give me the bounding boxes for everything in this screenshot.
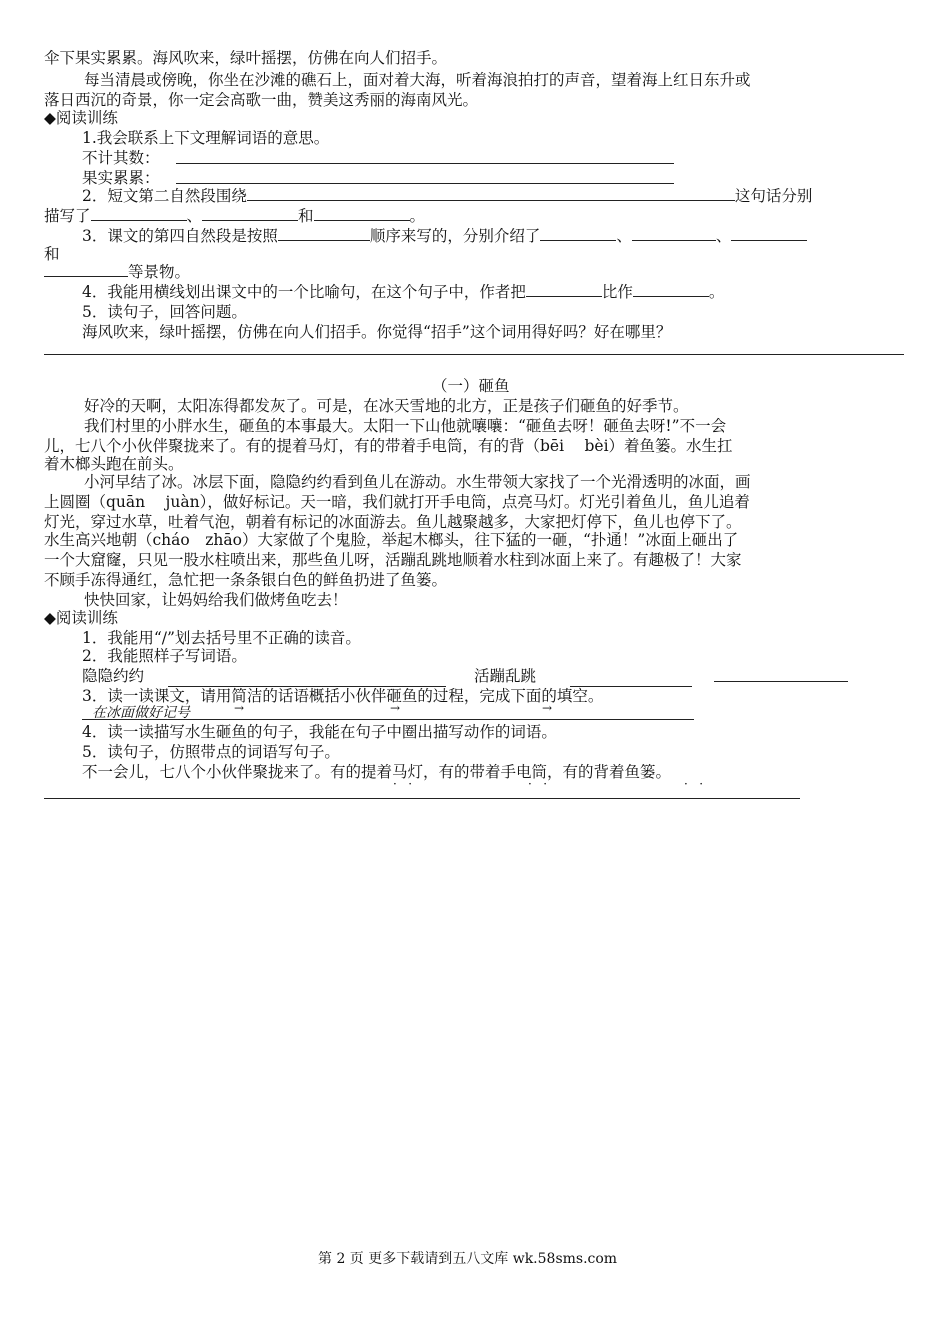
answer-line-q2-1[interactable]: [91, 206, 187, 221]
training2-q3: 3．读一读课文，请用简洁的话语概括小伙伴砸鱼的过程，完成下面的填空。: [82, 687, 604, 705]
passage2-p3-line3: 灯光，穿过水草，吐着气泡，朝着有标记的冰面游去。鱼儿越聚越多，大家把灯停下，鱼儿也停下了。: [44, 513, 742, 531]
training1-heading: ◆阅读训练: [44, 109, 118, 127]
training2-heading: ◆阅读训练: [44, 609, 118, 627]
answer-line-q5-sentence[interactable]: [44, 798, 800, 799]
answer-line-q1-term2[interactable]: [176, 183, 674, 184]
training1-q2-line2: [44, 206, 425, 226]
training1-q3-line1: [82, 226, 807, 246]
answer-line-q4-2[interactable]: [633, 282, 709, 297]
q4-text-b: 比作: [601, 283, 633, 301]
page-footer: 第 2 页 更多下载请到五八文库 wk.58sms.com: [318, 1251, 618, 1267]
training2-q2-word1: 隐隐约约: [82, 667, 145, 685]
passage1-line1: 伞下果实累累。海风吹来，绿叶摇摆，仿佛在向人们招手。: [44, 49, 448, 67]
training2-q3-example: 在冰面做好记号: [92, 705, 190, 721]
answer-line-q2-word2-b[interactable]: [714, 681, 848, 682]
answer-line-q3-3[interactable]: [731, 226, 807, 241]
training1-q1-term2: 果实累累：: [82, 169, 160, 187]
arrow-icon: →: [234, 701, 245, 715]
answer-line-q2-topic[interactable]: [247, 186, 735, 201]
passage1-line3: 落日西沉的奇景，你一定会高歌一曲，赞美这秀丽的海南风光。: [44, 91, 479, 109]
passage2-p3-line4: 水生高兴地朝（cháo zhāo）大家做了个鬼脸，举起木榔头，往下猛的一砸，“扑通！”冰面上砸出了: [44, 531, 739, 549]
arrow-icon: →: [390, 701, 401, 715]
training1-q5: 5．读句子，回答问题。: [82, 303, 247, 321]
answer-line-q2-3[interactable]: [314, 206, 410, 221]
passage2-p3-line1: 小河早结了冰。冰层下面，隐隐约约看到鱼儿在游动。水生带领大家找了一个光滑透明的冰面，画: [84, 473, 751, 491]
q3-text-c: 、: [616, 227, 632, 245]
q3-text-b: 顺序来写的，分别介绍了: [369, 227, 541, 245]
q2-text-b: 这句话分别: [734, 187, 813, 205]
q4-text-c: 。: [708, 283, 725, 301]
answer-line-q2-2[interactable]: [202, 206, 298, 221]
q3-text-f: 等景物。: [128, 263, 191, 281]
answer-line-q3-order[interactable]: [278, 226, 370, 241]
passage2-p1: 好冷的天啊，太阳冻得都发灰了。可是，在冰天雪地的北方，正是孩子们砸鱼的好季节。: [84, 397, 689, 415]
training2-q2-word2: 活蹦乱跳: [474, 667, 537, 685]
training2-q2: 2．我能照样子写词语。: [82, 647, 247, 665]
q4-text-a: 4．我能用横线划出课文中的一个比喻句，在这个句子中，作者把: [82, 283, 526, 301]
passage2-p3-line6: 不顾手冻得通红，急忙把一条条银白色的鲜鱼扔进了鱼篓。: [44, 571, 448, 589]
passage2-p4: 快快回家，让妈妈给我们做烤鱼吃去！: [84, 591, 348, 609]
answer-line-q3-1[interactable]: [540, 226, 616, 241]
passage2-title: （一）砸鱼: [432, 377, 510, 395]
passage2-p3-line5: 一个大窟窿，只见一股水柱喷出来，那些鱼儿呀，活蹦乱跳地顺着水柱到冰面上来了。有趣极了！大家: [44, 551, 742, 569]
passage1-line2: 每当清晨或傍晚，你坐在沙滩的礁石上，面对着大海，听着海浪拍打的声音，望着海上红日东升或: [84, 71, 751, 89]
passage2-p2-line3: 着木榔头跑在前头。: [44, 455, 184, 473]
q2-text-a: 2．短文第二自然段围绕: [82, 187, 247, 205]
answer-line-q4-1[interactable]: [526, 282, 602, 297]
emphasis-dots: · ·: [393, 777, 413, 791]
arrow-icon: →: [542, 701, 553, 715]
emphasis-dots: · ·: [684, 777, 704, 791]
answer-line-q1-term1[interactable]: [176, 163, 674, 164]
training1-q1: 1.我会联系上下文理解词语的意思。: [82, 129, 330, 147]
q2-text-d: 、: [186, 207, 203, 225]
training1-q5-text: 海风吹来，绿叶摇摆，仿佛在向人们招手。你觉得“招手”这个词用得好吗？好在哪里？: [82, 323, 672, 341]
q3-text-d: 、: [715, 227, 732, 245]
training1-q1-term1: 不计其数：: [82, 149, 160, 167]
training2-q4: 4．读一读描写水生砸鱼的句子，我能在句子中圈出描写动作的词语。: [82, 723, 557, 741]
passage2-p2-line2: 儿，七八个小伙伴聚拢来了。有的提着马灯，有的带着手电筒，有的背（bēi bèi）着鱼篓。水生扛: [44, 437, 733, 455]
training1-q3-line3: [44, 262, 190, 282]
answer-line-q3-4[interactable]: [44, 262, 128, 277]
training1-q4: [82, 282, 724, 302]
answer-line-q5[interactable]: [44, 354, 904, 355]
q3-text-a: 3．课文的第四自然段是按照: [82, 227, 278, 245]
training1-q3-and: 和: [44, 245, 60, 263]
answer-line-q3-2[interactable]: [632, 226, 716, 241]
q2-text-e: 和: [298, 207, 314, 225]
passage2-p2-line1: 我们村里的小胖水生，砸鱼的本事最大。太阳一下山他就嚷嚷：“砸鱼去呀！砸鱼去呀!”不一会: [84, 417, 727, 435]
q2-text-c: 描写了: [44, 207, 91, 225]
training2-q1: 1．我能用“/”划去括号里不正确的读音。: [82, 629, 361, 647]
answer-line-q3-process[interactable]: [82, 719, 694, 720]
training2-q5-text: 不一会儿，七八个小伙伴聚拢来了。有的提着马灯，有的带着手电筒，有的背着鱼篓。: [82, 763, 672, 781]
training2-q5: 5．读句子，仿照带点的词语写句子。: [82, 743, 340, 761]
training1-q2-line1: [82, 186, 812, 206]
passage2-p3-line2: 上圆圈（quān juàn），做好标记。天一暗，我们就打开手电筒，点亮马灯。灯光引着鱼儿，鱼儿追着: [44, 493, 750, 511]
emphasis-dots: · ·: [528, 777, 548, 791]
q2-text-f: 。: [409, 207, 426, 225]
